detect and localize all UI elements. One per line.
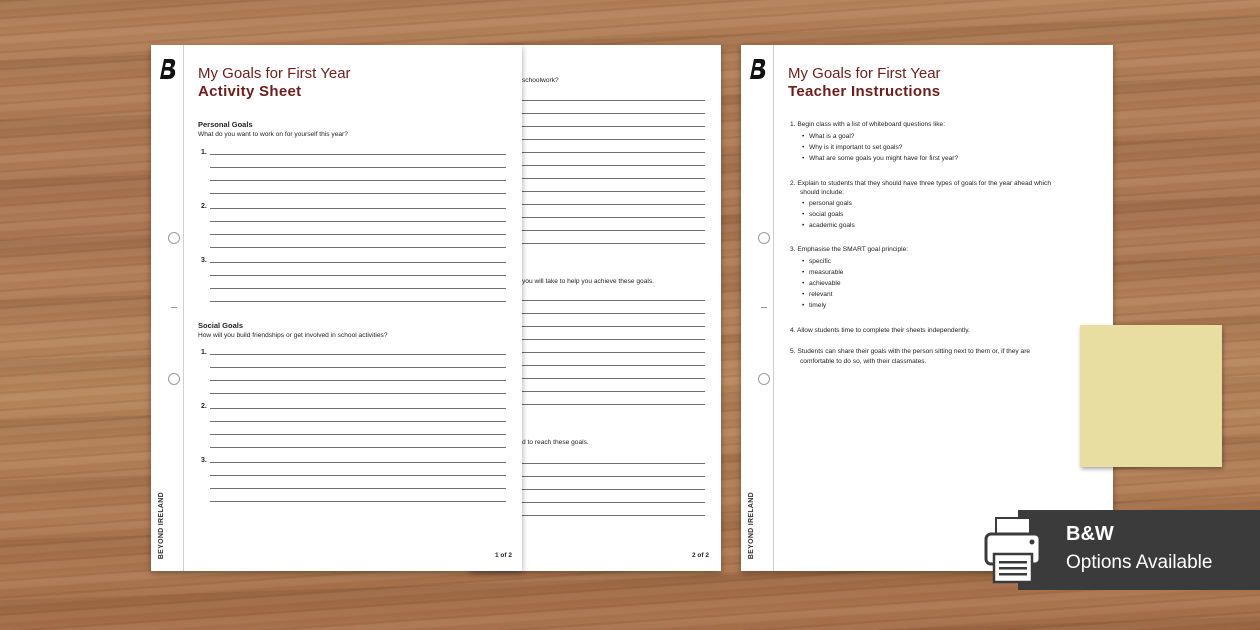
- writing-line[interactable]: [210, 262, 506, 263]
- writing-line[interactable]: [522, 339, 705, 340]
- punch-hole-top: [758, 232, 770, 244]
- beyond-logo-icon: [160, 58, 177, 80]
- writing-line[interactable]: [210, 488, 506, 489]
- writing-line[interactable]: [210, 288, 506, 289]
- social-goal-number-3: 3.: [201, 457, 207, 464]
- writing-line[interactable]: [522, 404, 705, 405]
- personal-goal-number-3: 3.: [201, 257, 207, 264]
- sticky-note: [1080, 325, 1222, 467]
- writing-line[interactable]: [210, 393, 506, 394]
- writing-line[interactable]: [522, 139, 705, 140]
- writing-line[interactable]: [522, 178, 705, 179]
- writing-line[interactable]: [210, 301, 506, 302]
- writing-line[interactable]: [210, 367, 506, 368]
- beyond-logo-icon: [750, 58, 767, 80]
- binder-spine: [151, 45, 184, 571]
- personal-goals-question: What do you want to work on for yourself this year?: [198, 131, 348, 138]
- personal-goal-number-1: 1.: [201, 149, 207, 156]
- social-goals-question: How will you build friendships or get involved in school activities?: [198, 332, 388, 339]
- page2-question-fragment-2: you will take to help you achieve these goals.: [522, 278, 654, 285]
- writing-line[interactable]: [522, 165, 705, 166]
- writing-line[interactable]: [522, 391, 705, 392]
- instruction-step-5-cont: comfortable to do so, with their classmates.: [800, 358, 927, 365]
- spine-tick: [171, 307, 177, 308]
- writing-line[interactable]: [210, 221, 506, 222]
- brand-label: BEYOND IRELAND: [748, 491, 755, 559]
- writing-line[interactable]: [210, 234, 506, 235]
- writing-line[interactable]: [522, 204, 705, 205]
- writing-line[interactable]: [210, 475, 506, 476]
- sheet-title: My Goals for First Year: [198, 65, 351, 82]
- instruction-step-4: 4. Allow students time to complete their sheets independently.: [790, 327, 970, 334]
- social-goal-number-1: 1.: [201, 349, 207, 356]
- options-available-label: Options Available: [1066, 552, 1213, 573]
- page1-page-number: 1 of 2: [495, 552, 512, 559]
- writing-line[interactable]: [210, 408, 506, 409]
- printer-icon: [968, 514, 1056, 586]
- writing-line[interactable]: [522, 113, 705, 114]
- step3-bullet: • measurable: [809, 269, 843, 276]
- teacher-subtitle: Teacher Instructions: [788, 83, 941, 100]
- writing-line[interactable]: [210, 421, 506, 422]
- writing-line[interactable]: [522, 126, 705, 127]
- writing-line[interactable]: [522, 489, 705, 490]
- writing-line[interactable]: [522, 326, 705, 327]
- personal-goal-number-2: 2.: [201, 203, 207, 210]
- teacher-instructions-sheet: [741, 45, 1113, 571]
- writing-line[interactable]: [210, 154, 506, 155]
- page2-question-fragment-3: d to reach these goals.: [522, 439, 589, 446]
- step3-bullet: • specific: [809, 258, 831, 265]
- step3-bullet: • relevant: [809, 291, 832, 298]
- step2-bullet: • social goals: [809, 211, 843, 218]
- writing-line[interactable]: [522, 217, 705, 218]
- brand-label: BEYOND IRELAND: [158, 491, 165, 559]
- writing-line[interactable]: [522, 230, 705, 231]
- activity-sheet-page-1: [151, 45, 522, 571]
- writing-line[interactable]: [210, 180, 506, 181]
- punch-hole-bottom: [168, 373, 180, 385]
- writing-line[interactable]: [522, 515, 705, 516]
- writing-line[interactable]: [522, 300, 705, 301]
- instruction-step-3: 3. Emphasise the SMART goal principle:: [790, 246, 909, 253]
- writing-line[interactable]: [210, 247, 506, 248]
- step2-bullet: • personal goals: [809, 200, 852, 207]
- page2-question-fragment-1: schoolwork?: [522, 77, 559, 84]
- writing-line[interactable]: [522, 152, 705, 153]
- writing-line[interactable]: [522, 365, 705, 366]
- writing-line[interactable]: [522, 378, 705, 379]
- instruction-step-2-cont: should include:: [800, 189, 844, 196]
- writing-line[interactable]: [210, 380, 506, 381]
- step2-bullet: • academic goals: [809, 222, 855, 229]
- social-goal-number-2: 2.: [201, 403, 207, 410]
- spine-tick: [761, 307, 767, 308]
- writing-line[interactable]: [522, 463, 705, 464]
- instruction-step-1: 1. Begin class with a list of whiteboard questions like:: [790, 121, 946, 128]
- writing-line[interactable]: [210, 447, 506, 448]
- punch-hole-top: [168, 232, 180, 244]
- writing-line[interactable]: [210, 208, 506, 209]
- writing-line[interactable]: [522, 502, 705, 503]
- writing-line[interactable]: [522, 313, 705, 314]
- sheet-subtitle: Activity Sheet: [198, 83, 302, 100]
- writing-line[interactable]: [210, 275, 506, 276]
- writing-line[interactable]: [522, 243, 705, 244]
- writing-line[interactable]: [210, 167, 506, 168]
- step1-bullet: • What is a goal?: [809, 133, 854, 140]
- writing-line[interactable]: [210, 462, 506, 463]
- punch-hole-bottom: [758, 373, 770, 385]
- step3-bullet: • timely: [809, 302, 826, 309]
- teacher-title: My Goals for First Year: [788, 65, 941, 82]
- social-goals-heading: Social Goals: [198, 321, 244, 330]
- binder-spine: [741, 45, 774, 571]
- writing-line[interactable]: [522, 476, 705, 477]
- personal-goals-heading: Personal Goals: [198, 120, 253, 129]
- bw-label: B&W: [1066, 523, 1114, 545]
- writing-line[interactable]: [210, 354, 506, 355]
- step1-bullet: • What are some goals you might have for first year?: [809, 155, 958, 162]
- writing-line[interactable]: [210, 434, 506, 435]
- writing-line[interactable]: [210, 501, 506, 502]
- page2-page-number: 2 of 2: [692, 552, 709, 559]
- instruction-step-2: 2. Explain to students that they should have three types of goals for the year ahead which: [790, 180, 1051, 187]
- writing-line[interactable]: [522, 100, 705, 101]
- writing-line[interactable]: [522, 191, 705, 192]
- step3-bullet: • achievable: [809, 280, 841, 287]
- instruction-step-5: 5. Students can share their goals with the person sitting next to them or, if they are: [790, 348, 1031, 355]
- writing-line[interactable]: [522, 352, 705, 353]
- step1-bullet: • Why is it important to set goals?: [809, 144, 902, 151]
- writing-line[interactable]: [210, 193, 506, 194]
